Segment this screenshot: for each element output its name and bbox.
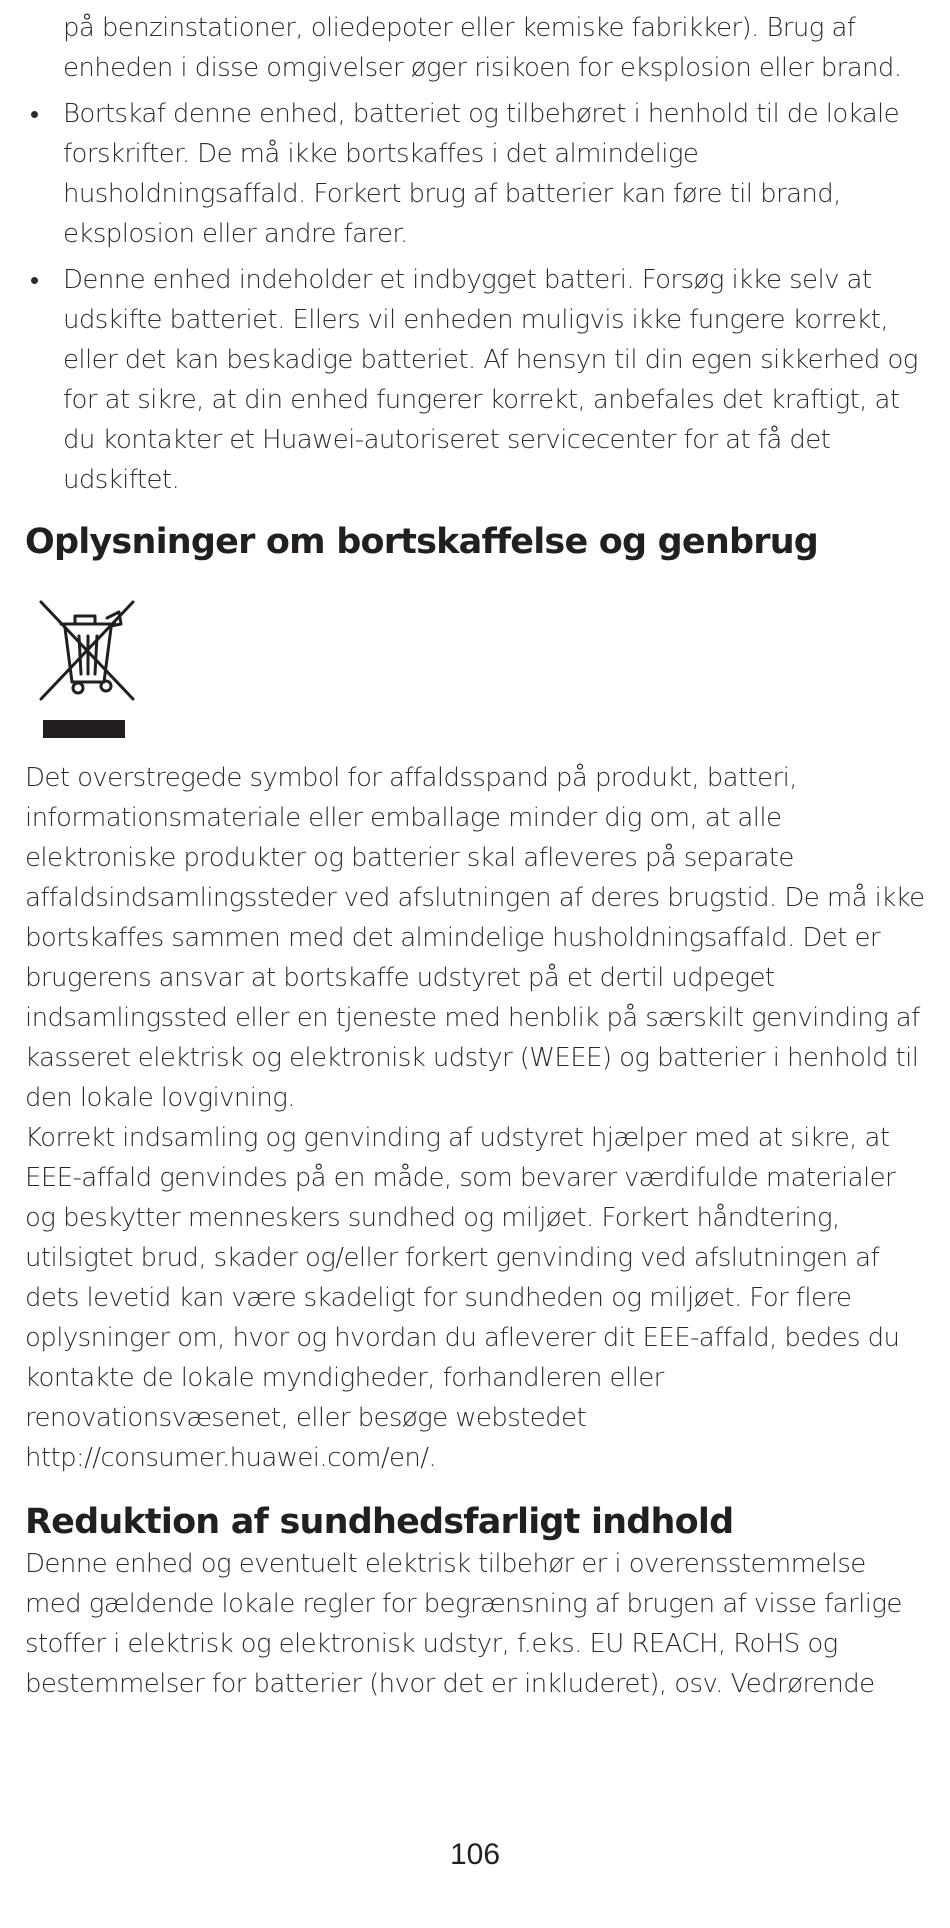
continuation-text: på benzinstationer, oliedepoter eller kemiske fabrikker). Brug af enheden i disse omgivelser øger risikoen for eksplosion eller brand. xyxy=(63,13,902,83)
bullet-icon xyxy=(31,111,38,118)
bullet-text: Denne enhed indeholder et indbygget batteri. Forsøg ikke selv at udskifte batteriet. Ellers vil enheden muligvis ikke fungere korrekt, eller det kan beskadige batteriet. Af hensyn til din egen sikkerhed og for at sikre, at din enhed fungerer korrekt, anbefales det kraftigt, at du kontakter et Huawei-autoriseret servicecenter for at få det udskiftet. xyxy=(63,265,918,495)
disposal-paragraph: Korrekt indsamling og genvinding af udstyret hjælper med at sikre, at EEE-affald genvindes på en måde, som bevarer værdifulde materialer og beskytter menneskers sundhed og miljøet. Forkert håndtering, utilsigtet brud, skader og/eller forkert genvinding ved afslutningen af dets levetid kan være skadeligt for sundheden og miljøet. For flere oplysninger om, hvor og hvordan du afleverer dit EEE-affald, bedes du kontakte de lokale myndigheder, forhandleren eller renovationsvæsenet, eller besøge webstedet http://consumer.huawei.com/en/. xyxy=(25,1123,900,1473)
bullet-icon xyxy=(31,277,38,284)
weee-crossed-out-bin-icon xyxy=(33,594,143,744)
disposal-heading: Oplysninger om bortskaffelse og genbrug xyxy=(25,522,819,562)
safety-bullet-list xyxy=(25,94,925,500)
page-number: 106 xyxy=(449,1838,501,1871)
reduction-heading: Reduktion af sundhedsfarligt indhold xyxy=(25,1502,734,1542)
bullet-text: Bortskaf denne enhed, batteriet og tilbehøret i henhold til de lokale forskrifter. De må ikke bortskaffes i det almindelige husholdningsaffald. Forkert brug af batterier kan føre til brand, eksplosion eller andre farer. xyxy=(63,99,900,249)
reduction-paragraph: Denne enhed og eventuelt elektrisk tilbehør er i overensstemmelse med gældende lokale regler for begrænsning af brugen af visse farlige stoffer i elektrisk og elektronisk udstyr, f.eks. EU REACH, RoHS og bestemmelser for batterier (hvor det er inkluderet), osv. Vedrørende xyxy=(25,1549,902,1699)
disposal-paragraph: Det overstregede symbol for affaldsspand på produkt, batteri, informationsmateriale eller emballage minder dig om, at alle elektroniske produkter og batterier skal afleveres på separate affaldsindsamlingssteder ved afslutningen af deres brugstid. De må ikke bortskaffes sammen med det almindelige husholdningsaffald. Det er brugerens ansvar at bortskaffe udstyret på et dertil udpeget indsamlingssted eller en tjeneste med henblik på særskilt genvinding af kasseret elektrisk og elektronisk udstyr (WEEE) og batterier i henhold til den lokale lovgivning. xyxy=(25,763,925,1113)
bullet-item xyxy=(25,94,925,254)
document-page xyxy=(25,8,925,1704)
bullet-item xyxy=(25,260,925,500)
